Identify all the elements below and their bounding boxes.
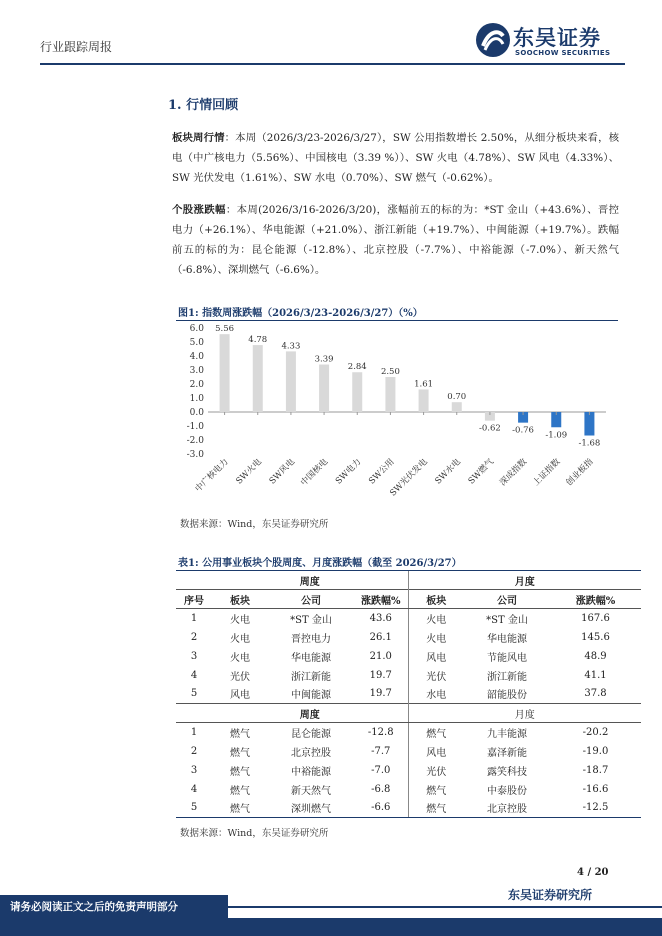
column-header: 板块	[408, 590, 464, 609]
table-period-header	[176, 704, 641, 723]
y-tick-label: 3.0	[189, 366, 204, 376]
table-row	[176, 666, 641, 685]
table-cell: -12.8	[367, 726, 394, 738]
figure-rule	[176, 320, 618, 321]
logo-mark-icon	[475, 22, 511, 58]
sector-weekly-paragraph	[172, 128, 619, 188]
data-label: 1.61	[414, 379, 434, 390]
table-cell: 火电	[230, 652, 250, 664]
index-change-bar-chart	[176, 322, 618, 512]
table-row	[176, 742, 641, 761]
table-cell: 新天然气	[291, 785, 331, 797]
table-cell: 37.8	[584, 688, 607, 700]
y-tick-label: 6.0	[189, 324, 204, 334]
table-column-header	[176, 590, 641, 609]
table-cell: 韶能股份	[487, 690, 527, 702]
table-cell: 21.0	[369, 650, 392, 662]
table-cell: 燃气	[212, 799, 268, 818]
y-tick-label: 4.0	[189, 352, 204, 362]
bar	[352, 372, 362, 412]
table-cell: -16.6	[582, 783, 609, 795]
category-label: SW燃气	[466, 457, 497, 487]
table-cell: 深圳燃气	[268, 799, 354, 818]
y-tick-label: 0.0	[189, 408, 204, 418]
table-row	[176, 628, 641, 647]
column-header: 公司	[464, 590, 550, 609]
table-cell: 燃气	[230, 747, 250, 759]
category-label: SW电力	[333, 457, 364, 487]
table-cell: 中裕能源	[291, 766, 331, 778]
table-cell: 嘉泽新能	[487, 747, 527, 759]
table-cell: 露笑科技	[487, 766, 527, 778]
table-cell: 火电	[408, 628, 464, 647]
table-cell: 浙江新能	[291, 671, 331, 683]
table-cell: *ST 金山	[486, 614, 528, 626]
table-cell: -18.7	[582, 764, 609, 776]
table-cell: 5	[176, 799, 212, 818]
figure-source: 数据来源：Wind，东吴证券研究所	[180, 519, 329, 530]
y-tick-label: -1.0	[186, 422, 204, 432]
table-row	[176, 780, 641, 799]
category-label: 中国核电	[299, 457, 331, 489]
y-tick-label: -3.0	[186, 450, 204, 460]
column-header: 涨跌幅%	[354, 590, 408, 609]
stock-movers-paragraph	[172, 200, 619, 280]
table-title: 表1: 公用事业板块个股周度、月度涨跌幅（截至 2026/3/27）	[178, 558, 462, 569]
column-header: 序号	[176, 590, 212, 609]
table-cell: 26.1	[369, 631, 392, 643]
table-cell: 燃气	[230, 785, 250, 797]
table-cell: 19.7	[369, 688, 392, 700]
report-type: 行业跟踪周报	[40, 40, 113, 54]
column-header: 公司	[268, 590, 354, 609]
data-label: -1.68	[578, 438, 601, 449]
table-row	[176, 647, 641, 666]
table-cell: 九丰能源	[487, 728, 527, 740]
table-cell: 燃气	[408, 723, 464, 742]
table-cell: 火电	[230, 633, 250, 645]
data-label: 5.56	[215, 324, 235, 335]
table-cell: -12.5	[550, 799, 641, 818]
table-cell: 4	[190, 783, 198, 795]
table-cell: 风电	[230, 690, 250, 702]
data-label: -1.09	[545, 430, 568, 441]
column-header: 板块	[212, 590, 268, 609]
table-cell: 火电	[408, 609, 464, 628]
bar	[286, 351, 296, 412]
table-cell: 华电能源	[291, 652, 331, 664]
table-cell: 北京控股	[291, 747, 331, 759]
table-row	[176, 723, 641, 742]
table-cell: 火电	[230, 614, 250, 626]
y-tick-label: 1.0	[189, 394, 204, 404]
table-cell: 2	[190, 631, 198, 643]
table-cell: 1	[190, 726, 198, 738]
table-period-header	[176, 571, 641, 590]
table-cell: 48.9	[584, 650, 607, 662]
weekly-header: 周度	[212, 704, 408, 723]
table-cell: 中闽能源	[291, 690, 331, 702]
disclaimer-band	[0, 895, 228, 919]
table-cell: 晋控电力	[291, 633, 331, 645]
table-row	[176, 761, 641, 780]
table-cell: 5	[190, 688, 198, 700]
footer-bottom-bar	[0, 918, 662, 936]
table-cell: -6.6	[354, 799, 408, 818]
data-label: -0.62	[479, 423, 501, 434]
table-cell: 中泰股份	[487, 785, 527, 797]
monthly-header: 月度	[408, 704, 641, 723]
table-cell: 19.7	[369, 669, 392, 681]
paragraph-label: 板块周行情	[172, 132, 225, 144]
category-label: 创业板指	[564, 457, 596, 489]
table-cell: -7.0	[371, 764, 391, 776]
table-cell: 燃气	[408, 780, 464, 799]
page-number: 4 / 20	[577, 867, 609, 878]
category-label: SW公用	[367, 457, 397, 487]
table-cell: 3	[190, 764, 198, 776]
table-cell: 4	[190, 669, 198, 681]
table-cell: -19.0	[582, 745, 609, 757]
data-label: -0.76	[512, 425, 534, 436]
category-label: SW火电	[234, 457, 264, 487]
category-label: 上证指数	[531, 457, 563, 489]
data-label: 2.50	[380, 367, 400, 377]
table-cell: 燃气	[230, 728, 250, 740]
monthly-header: 月度	[408, 571, 641, 590]
data-label: 3.39	[314, 354, 334, 365]
column-header: 涨跌幅%	[550, 590, 641, 609]
table-cell: 光伏	[230, 671, 250, 683]
data-label: 2.84	[347, 362, 367, 373]
category-label: SW水电	[433, 457, 463, 487]
table-cell: 华电能源	[487, 633, 527, 645]
data-label: 4.78	[248, 335, 268, 346]
table-cell: -20.2	[582, 726, 609, 738]
paragraph-text: ：本周(2026/3/16-2026/3/20)，涨幅前五的标的为：*ST 金山（+43.6%）、晋控电力（+26.1%）、华电能源（+21.0%）、浙江新能（+19.7%）、中闽能源（+19.7%）。跌幅前五的标的为：昆仑能源（-12.8%）、北京控股（-7.7%）、中裕能源（-7.0%）、新天然气（-6.8%）、深圳燃气（-6.6%）。	[172, 204, 620, 276]
bar	[584, 412, 594, 436]
data-label: 4.33	[281, 341, 301, 352]
category-label: SW光伏发电	[388, 457, 430, 499]
table-row	[176, 685, 641, 704]
table-cell: 燃气	[408, 799, 464, 818]
table-cell: 北京控股	[464, 799, 550, 818]
table-cell: 167.6	[581, 612, 610, 624]
table-row	[176, 609, 641, 628]
table-cell: 41.1	[584, 669, 607, 681]
table-cell: 光伏	[408, 761, 464, 780]
bar	[419, 389, 429, 412]
table-cell: 光伏	[408, 666, 464, 685]
category-label: 深成指数	[498, 457, 530, 489]
y-tick-label: 5.0	[189, 338, 204, 348]
table-cell: 1	[190, 612, 198, 624]
table-cell: 燃气	[230, 766, 250, 778]
bar	[452, 402, 462, 412]
table-cell: 2	[190, 745, 198, 757]
section-title: 1. 行情回顾	[168, 98, 239, 113]
company-logo	[475, 22, 625, 62]
table-cell: 43.6	[369, 612, 392, 624]
table-row	[176, 799, 641, 818]
table-cell: 昆仑能源	[291, 728, 331, 740]
table-source: 数据来源：Wind，东吴证券研究所	[180, 828, 329, 839]
footer-org: 东吴证券研究所	[508, 888, 593, 902]
category-label: SW风电	[267, 457, 298, 487]
logo-name-cn: 东吴证券	[513, 26, 601, 50]
table-cell: *ST 金山	[290, 614, 332, 626]
paragraph-text: ：本周（2026/3/23-2026/3/27），SW 公用指数增长 2.50%，从细分板块来看，核电（中广核电力（5.56%）、中国核电（3.39 %））、SW 火电（4.78%）、SW 风电（4.33%）、SW 光伏发电（1.61%）、SW 水电（0.70%）、SW 燃气（-0.62%）。	[172, 132, 620, 184]
data-label: 0.70	[447, 392, 467, 403]
table-cell: 浙江新能	[487, 671, 527, 683]
table-cell: 风电	[408, 742, 464, 761]
header-divider	[40, 63, 625, 65]
table-cell: 145.6	[581, 631, 610, 643]
table-cell: -7.7	[371, 745, 391, 757]
category-label: 中广核电力	[193, 457, 231, 495]
weekly-header: 周度	[212, 571, 408, 590]
bar	[319, 365, 329, 412]
paragraph-label: 个股涨跌幅	[172, 204, 226, 216]
table-cell: -6.8	[371, 783, 391, 795]
logo-name-en: SOOCHOW SECURITIES	[515, 49, 611, 57]
y-tick-label: -2.0	[186, 436, 204, 446]
disclaimer-text: 请务必阅读正文之后的免责声明部分	[10, 901, 178, 913]
table-cell: 风电	[408, 647, 464, 666]
stock-change-table	[176, 570, 641, 818]
figure-title: 图1: 指数周涨跌幅（2026/3/23-2026/3/27）（%）	[178, 308, 423, 319]
table-cell: 3	[190, 650, 198, 662]
bar	[385, 377, 395, 412]
table-cell: 节能风电	[487, 652, 527, 664]
bar	[220, 334, 230, 412]
y-tick-label: 2.0	[189, 380, 204, 390]
bar	[253, 345, 263, 412]
table-cell: 水电	[408, 685, 464, 704]
